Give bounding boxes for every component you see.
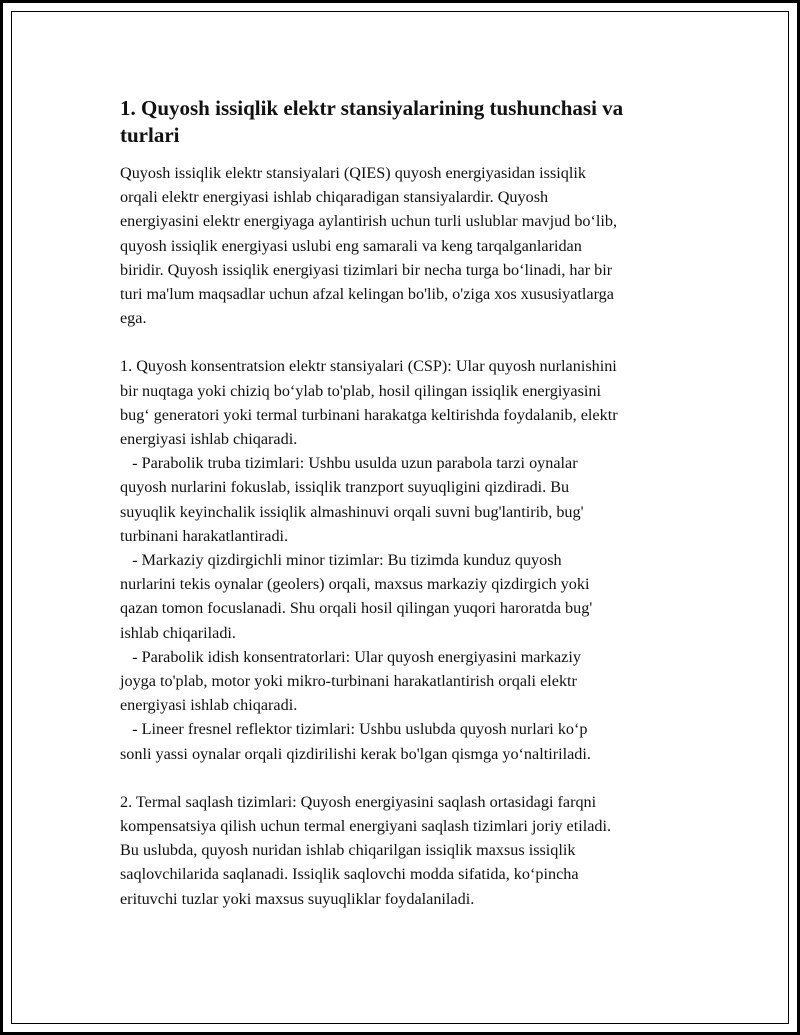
text-line: qazan tomon focuslanadi. Shu orqali hosil qilingan yuqori haroratda bug'	[120, 599, 593, 618]
text-line: turi ma'lum maqsadlar uchun afzal kelingan bo'lib, o'ziga xos xususiyatlarga	[120, 285, 614, 304]
text-line: - Lineer fresnel reflektor tizimlari: Ushbu uslubda quyosh nurlari ko‘p	[120, 720, 588, 739]
text-line: - Markaziy qizdirgichli minor tizimlar: Bu tizimda kunduz quyosh	[120, 551, 562, 570]
text-line: kompensatsiya qilish uchun termal energiyani saqlash tizimlari joriy etiladi.	[120, 817, 612, 836]
text-line: ega.	[120, 309, 147, 328]
text-line: 1. Quyosh konsentratsion elektr stansiyalari (CSP): Ular quyosh nurlanishini	[120, 357, 617, 376]
text-line: orqali elektr energiyasi ishlab chiqaradigan stansiyalardir. Quyosh	[120, 188, 549, 207]
text-line: energiyasi ishlab chiqaradi.	[120, 430, 298, 449]
intro-paragraph	[120, 161, 700, 330]
text-line: ishlab chiqariladi.	[120, 623, 236, 642]
text-line: biridir. Quyosh issiqlik energiyasi tizimlari bir necha turga bo‘linadi, har bir	[120, 260, 613, 279]
csp-paragraph	[120, 354, 700, 765]
heading-line: 1. Quyosh issiqlik elektr stansiyalarining tushunchasi va	[120, 96, 624, 120]
text-line: quyosh issiqlik energiyasi uslubi eng samarali va keng tarqalganlaridan	[120, 236, 582, 255]
text-line: nurlarini tekis oynalar (geolers) orqali, maxsus markaziy qizdirgich yoki	[120, 575, 590, 594]
text-line: - Parabolik idish konsentratorlari: Ular quyosh energiyasini markaziy	[120, 647, 581, 666]
text-line: bug‘ generatori yoki termal turbinani harakatga keltirishda foydalanib, elektr	[120, 405, 618, 424]
thermal-storage-paragraph	[120, 790, 700, 911]
heading-line: turlari	[120, 123, 180, 147]
text-line: quyosh nurlarini fokuslab, issiqlik tranzport suyuqligini qizdiradi. Bu	[120, 478, 570, 497]
text-line: - Parabolik truba tizimlari: Ushbu usulda uzun parabola tarzi oynalar	[120, 454, 578, 473]
text-line: turbinani harakatlantiradi.	[120, 526, 289, 545]
document-content	[120, 95, 700, 935]
text-line: saqlovchilarida saqlanadi. Issiqlik saqlovchi modda sifatida, ko‘pincha	[120, 865, 579, 884]
text-line: energiyasi ishlab chiqaradi.	[120, 696, 298, 715]
text-line: 2. Termal saqlash tizimlari: Quyosh energiyasini saqlash ortasidagi farqni	[120, 792, 597, 811]
text-line: suyuqlik keyinchalik issiqlik almashinuvi orqali suvni bug'lantirib, bug'	[120, 502, 584, 521]
section-heading	[120, 95, 700, 149]
text-line: bir nuqtaga yoki chiziq bo‘ylab to'plab, hosil qilingan issiqlik energiyasini	[120, 381, 601, 400]
text-line: erituvchi tuzlar yoki maxsus suyuqliklar foydalaniladi.	[120, 889, 475, 908]
text-line: Bu uslubda, quyosh nuridan ishlab chiqarilgan issiqlik maxsus issiqlik	[120, 841, 576, 860]
text-line: Quyosh issiqlik elektr stansiyalari (QIES) quyosh energiyasidan issiqlik	[120, 164, 586, 182]
text-line: energiyasini elektr energiyaga aylantirish uchun turli uslublar mavjud bo‘lib,	[120, 212, 618, 231]
text-line: sonli yassi oynalar orqali qizdirilishi kerak bo'lgan qismga yo‘naltiriladi.	[120, 744, 591, 763]
text-line: joyga to'plab, motor yoki mikro-turbinani harakatlantirish orqali elektr	[120, 672, 577, 691]
